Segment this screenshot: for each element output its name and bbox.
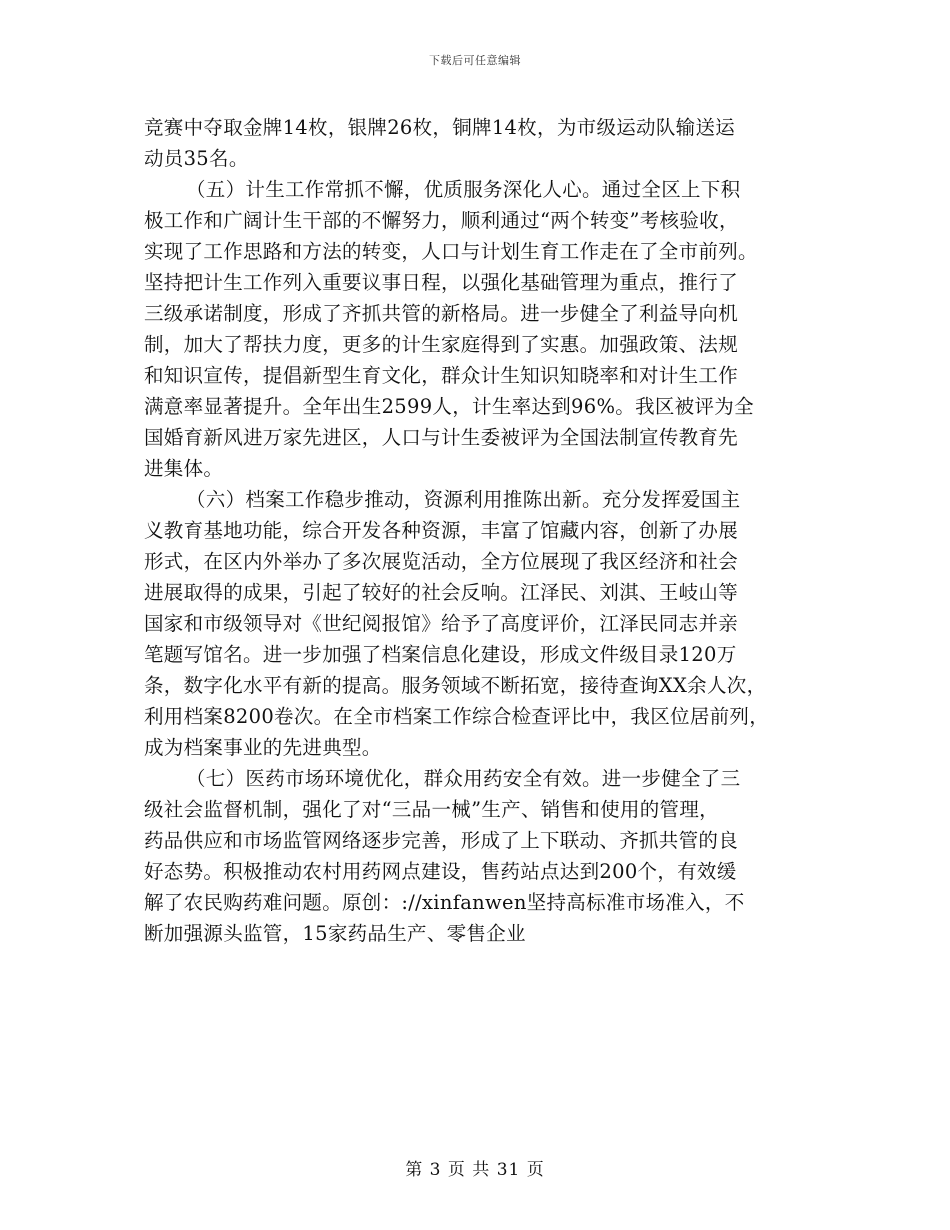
text-line: 成为档案事业的先进典型。	[144, 736, 382, 759]
text-line: 国婚育新风进万家先进区，人口与计生委被评为全国法制宣传教育先	[144, 426, 739, 449]
text-line: 国家和市级领导对《世纪阅报馆》给予了高度评价，江泽民同志并亲	[144, 612, 739, 635]
text-line: 动员35名。	[144, 147, 249, 170]
text-line: 坚持把计生工作列入重要议事日程，以强化基础管理为重点，推行了	[144, 271, 739, 294]
paragraph	[144, 484, 806, 763]
text-line: （五）计生工作常抓不懈，优质服务深化人心。通过全区上下积	[186, 178, 741, 201]
text-line: 笔题写馆名。进一步加强了档案信息化建设，形成文件级目录120万	[144, 643, 737, 666]
text-line: 实现了工作思路和方法的转变，人口与计划生育工作走在了全市前列。	[144, 240, 758, 263]
text-line: 义教育基地功能，综合开发各种资源，丰富了馆藏内容，创新了办展	[144, 519, 739, 542]
text-line: 竞赛中夺取金牌14枚，银牌26枚，铜牌14枚，为市级运动队输送运	[144, 116, 736, 139]
text-line: 极工作和广阔计生干部的不懈努力，顺利通过“两个转变”考核验收，	[144, 209, 739, 232]
paragraph	[144, 763, 806, 949]
text-line: 满意率显著提升。全年出生2599人，计生率达到96%。我区被评为全	[144, 395, 754, 418]
text-line: 好态势。积极推动农村用药网点建设，售药站点达到200个，有效缓	[144, 860, 737, 883]
text-line: 药品供应和市场监管网络逐步完善，形成了上下联动、齐抓共管的良	[144, 829, 739, 852]
text-line: （六）档案工作稳步推动，资源利用推陈出新。充分发挥爱国主	[186, 488, 741, 511]
paragraph	[144, 112, 806, 174]
text-line: 三级承诺制度，形成了齐抓共管的新格局。进一步健全了利益导向机	[144, 302, 739, 325]
text-line: 和知识宣传，提倡新型生育文化，群众计生知识知晓率和对计生工作	[144, 364, 739, 387]
paragraph	[144, 174, 806, 484]
text-line: 解了农民购药难问题。原创：://xinfanwen坚持高标准市场准入，不	[144, 891, 745, 914]
page-footer: 第 3 页 共 31 页	[405, 1160, 545, 1180]
text-line: 形式，在区内外举办了多次展览活动，全方位展现了我区经济和社会	[144, 550, 739, 573]
text-line: （七）医药市场环境优化，群众用药安全有效。进一步健全了三	[186, 767, 741, 790]
text-line: 进展取得的成果，引起了较好的社会反响。江泽民、刘淇、王岐山等	[144, 581, 739, 604]
page-header: 下载后可任意编辑	[429, 54, 521, 67]
text-line: 断加强源头监管，15家药品生产、零售企业	[144, 922, 526, 945]
document-body	[144, 112, 806, 949]
text-line: 进集体。	[144, 457, 224, 480]
text-line: 制，加大了帮扶力度，更多的计生家庭得到了实惠。加强政策、法规	[144, 333, 739, 356]
text-line: 条，数字化水平有新的提高。服务领域不断拓宽，接待查询XX余人次，	[144, 674, 767, 697]
text-line: 级社会监督机制，强化了对“三品一械”生产、销售和使用的管理，	[144, 798, 719, 821]
text-line: 利用档案8200卷次。在全市档案工作综合检查评比中，我区位居前列，	[144, 705, 770, 728]
